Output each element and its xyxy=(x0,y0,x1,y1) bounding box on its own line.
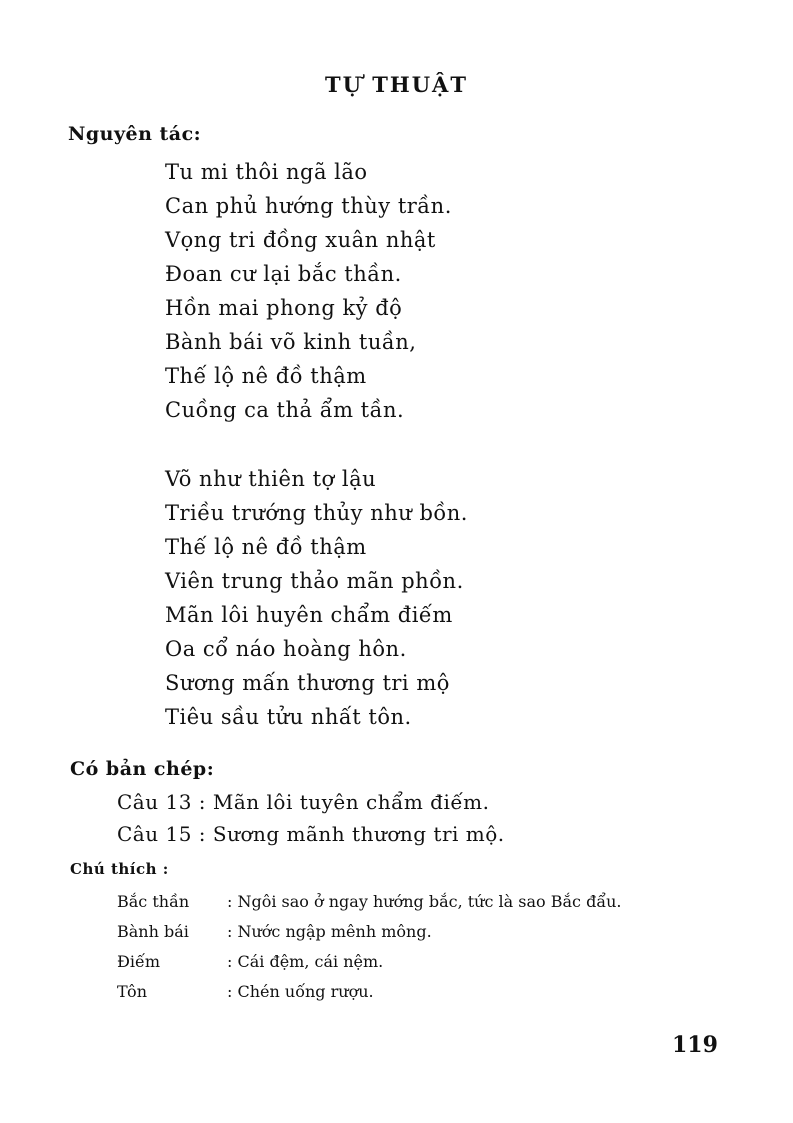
poem-stanza-1 xyxy=(165,155,452,427)
poem-line: Hồn mai phong kỷ độ xyxy=(165,296,403,320)
note-term: Điếm xyxy=(117,952,161,971)
variants-heading: Có bản chép: xyxy=(70,758,215,780)
variant-line: Câu 13 : Mãn lôi tuyên chẩm điếm. xyxy=(117,790,490,814)
poem-line: Sương mấn thương tri mộ xyxy=(165,671,450,695)
note-definition: : Nước ngập mênh mông. xyxy=(227,922,432,941)
poem-line: Oa cổ náo hoàng hôn. xyxy=(165,637,407,661)
page-number: 119 xyxy=(672,1032,718,1058)
poem-line: Thế lộ nê đồ thậm xyxy=(165,364,367,388)
note-definition: : Cái đệm, cái nệm. xyxy=(227,952,384,971)
poem-line: Mãn lôi huyên chẩm điếm xyxy=(165,603,453,627)
poem-line: Võ như thiên tợ lậu xyxy=(165,467,377,491)
note-term: Tôn xyxy=(117,982,147,1001)
poem-line: Tiêu sầu tửu nhất tôn. xyxy=(165,705,412,729)
note-term: Bành bái xyxy=(117,922,189,941)
poem-line: Đoan cư lại bắc thần. xyxy=(165,262,402,286)
note-definition: : Chén uống rượu. xyxy=(227,982,374,1001)
poem-stanza-2 xyxy=(165,462,468,734)
note-item xyxy=(117,887,622,917)
notes-heading: Chú thích : xyxy=(70,860,169,878)
poem-line: Can phủ hướng thùy trần. xyxy=(165,194,452,218)
poem-line: Thế lộ nê đồ thậm xyxy=(165,535,367,559)
poem-line: Triều trướng thủy như bồn. xyxy=(165,501,468,525)
note-item xyxy=(117,947,622,977)
poem-line: Vọng tri đồng xuân nhật xyxy=(165,228,436,252)
notes-list xyxy=(117,887,622,1007)
note-term: Bắc thần xyxy=(117,892,190,911)
poem-line: Tu mi thôi ngã lão xyxy=(165,160,368,184)
note-item xyxy=(117,977,622,1007)
poem-line: Bành bái võ kinh tuần, xyxy=(165,330,417,354)
poem-title: TỰ THUẬT xyxy=(325,72,468,97)
poem-line: Cuồng ca thả ẩm tần. xyxy=(165,398,405,422)
note-item xyxy=(117,917,622,947)
original-heading: Nguyên tác: xyxy=(68,123,202,145)
poem-line: Viên trung thảo mãn phồn. xyxy=(165,569,464,593)
variants-list xyxy=(117,786,505,850)
note-definition: : Ngôi sao ở ngay hướng bắc, tức là sao Bắc đẩu. xyxy=(227,892,622,911)
variant-line: Câu 15 : Sương mãnh thương tri mộ. xyxy=(117,822,505,846)
